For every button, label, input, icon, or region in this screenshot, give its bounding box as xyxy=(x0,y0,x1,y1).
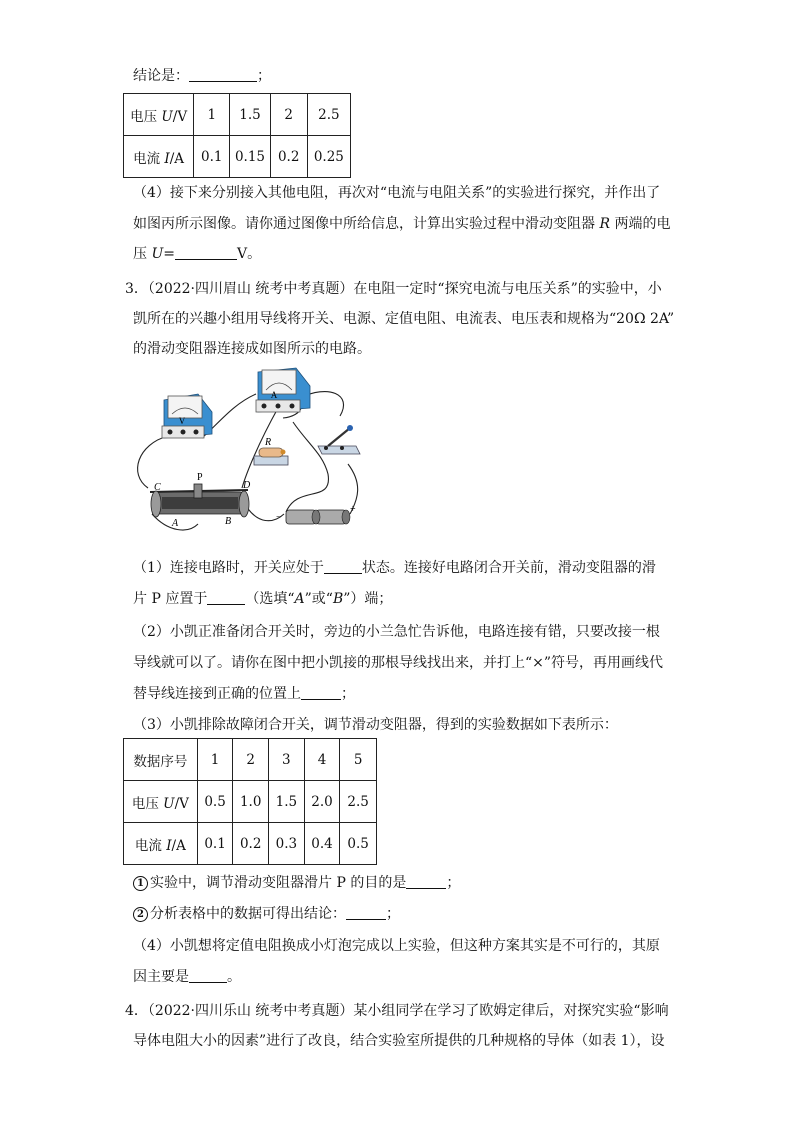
q4-line2: 导体电阻大小的因素”进行了改良，结合实验室所提供的几种规格的导体（如表 1），设 xyxy=(133,1033,665,1049)
table-cell: 4 xyxy=(304,739,340,781)
switch-state-blank[interactable] xyxy=(324,559,362,574)
table-cell: 0.2 xyxy=(233,823,269,865)
row-label-current: 电流 I/A xyxy=(124,136,194,178)
slider-label: P xyxy=(197,472,203,483)
experiment-data-table xyxy=(123,738,377,865)
q4-line1: 4．（2022·四川乐山 统考中考真题）某小组同学在学习了欧姆定律后，对探究实验“影响 xyxy=(125,1003,669,1019)
terminal-a-label: A xyxy=(172,518,179,529)
voltmeter xyxy=(162,394,212,438)
voltage-answer-blank[interactable] xyxy=(175,245,237,260)
terminal-d-label: D xyxy=(243,480,251,491)
q2-part4-line1: （4）接下来分别接入其他电阻，再次对“电流与电阻关系”的实验进行探究，并作出了 xyxy=(133,185,661,201)
slider-purpose-blank[interactable] xyxy=(406,874,446,889)
q3-header-line1: 3．（2022·四川眉山 统考中考真题）在电阻一定时“探究电流与电压关系”的实验中，小 xyxy=(125,281,662,297)
slider-position-blank[interactable] xyxy=(207,590,245,605)
q2-part4-line3: 压 U= V。 xyxy=(133,246,262,262)
table-cell: 5 xyxy=(340,739,377,781)
q3-part4-line1: （4）小凯想将定值电阻换成小灯泡完成以上实验，但这种方案其实是不可行的，其原 xyxy=(133,938,660,954)
resistor-label: R xyxy=(265,437,272,448)
switch xyxy=(318,425,360,454)
table-cell: 0.15 xyxy=(230,136,270,178)
q3-sub1-line: 1 实验中，调节滑动变阻器滑片 P 的目的是 ； xyxy=(133,873,460,893)
rheostat xyxy=(150,472,251,529)
table-cell: 0.25 xyxy=(307,136,350,178)
table-cell: 0.1 xyxy=(197,823,233,865)
table-cell: 2 xyxy=(233,739,269,781)
row-label-voltage: 电压 U/V xyxy=(124,94,194,136)
wire-fix-blank[interactable] xyxy=(301,685,341,700)
table-cell: 2 xyxy=(270,94,307,136)
table-cell: 0.5 xyxy=(340,823,377,865)
ammeter xyxy=(256,368,310,412)
q3-header-line2: 凯所在的兴趣小组用导线将开关、电源、定值电阻、电流表、电压表和规格为“20Ω 2A” xyxy=(133,311,675,327)
table-cell: 0.2 xyxy=(270,136,307,178)
battery xyxy=(276,504,356,524)
terminal-b-label: B xyxy=(225,516,232,527)
conclusion-label: 结论是： xyxy=(133,68,189,84)
q3-header-line3: 的滑动变阻器连接成如图所示的电路。 xyxy=(133,341,371,357)
current-label: 电流 I/A xyxy=(124,823,198,865)
circled-two-icon: 2 xyxy=(133,907,148,922)
table-cell: 1 xyxy=(194,94,230,136)
table-cell: 2.5 xyxy=(340,781,377,823)
table-cell: 1.5 xyxy=(230,94,270,136)
q3-sub2-line: 2 分析表格中的数据可得出结论： ； xyxy=(133,904,400,924)
battery-minus: − xyxy=(276,512,282,523)
voltage-label: 电压 U/V xyxy=(124,781,198,823)
q3-part3-line1: （3）小凯排除故障闭合开关，调节滑动变阻器，得到的实验数据如下表所示： xyxy=(133,717,618,733)
table-cell: 0.1 xyxy=(194,136,230,178)
q3-part2-line1: （2）小凯正准备闭合开关时，旁边的小兰急忙告诉他，电路连接有错，只要改接一根 xyxy=(133,624,660,640)
conclusion-line xyxy=(133,66,271,86)
circled-one-icon: 1 xyxy=(133,876,148,891)
table-cell: 2.5 xyxy=(307,94,350,136)
q3-part2-line2: 导线就可以了。请你在图中把小凯接的那根导线找出来，并打上“×”符号，再用画线代 xyxy=(133,655,664,671)
conclusion-answer-blank[interactable] xyxy=(346,905,386,920)
table-cell: 1 xyxy=(197,739,233,781)
table-cell: 3 xyxy=(269,739,305,781)
table-cell: 0.4 xyxy=(304,823,340,865)
circuit-figure xyxy=(128,364,368,540)
battery-plus: + xyxy=(350,504,356,515)
conclusion-suffix: ； xyxy=(257,68,271,84)
index-label: 数据序号 xyxy=(124,739,198,781)
voltage-current-table-1 xyxy=(123,93,351,178)
q3-part1-line2: 片 P 应置于 （选填“A”或“B”）端； xyxy=(133,591,393,607)
q3-part1-line1: （1）连接电路时，开关应处于 状态。连接好电路闭合开关前，滑动变阻器的滑 xyxy=(133,560,656,576)
conclusion-blank[interactable] xyxy=(189,67,257,82)
table-cell: 1.0 xyxy=(233,781,269,823)
ammeter-label: A xyxy=(270,390,278,400)
table-cell: 0.5 xyxy=(197,781,233,823)
terminal-c-label: C xyxy=(154,482,161,493)
q2-part4-line2: 如图丙所示图像。请你通过图像中所给信息，计算出实验过程中滑动变阻器 R 两端的电 xyxy=(133,216,671,232)
q3-part4-line2: 因主要是 。 xyxy=(133,969,241,985)
reason-blank[interactable] xyxy=(189,968,227,983)
table-cell: 1.5 xyxy=(269,781,305,823)
resistor xyxy=(254,437,288,465)
voltmeter-label: V xyxy=(178,416,186,426)
table-cell: 0.3 xyxy=(269,823,305,865)
table-cell: 2.0 xyxy=(304,781,340,823)
q3-part2-line3: 替导线连接到正确的位置上 ； xyxy=(133,686,355,702)
